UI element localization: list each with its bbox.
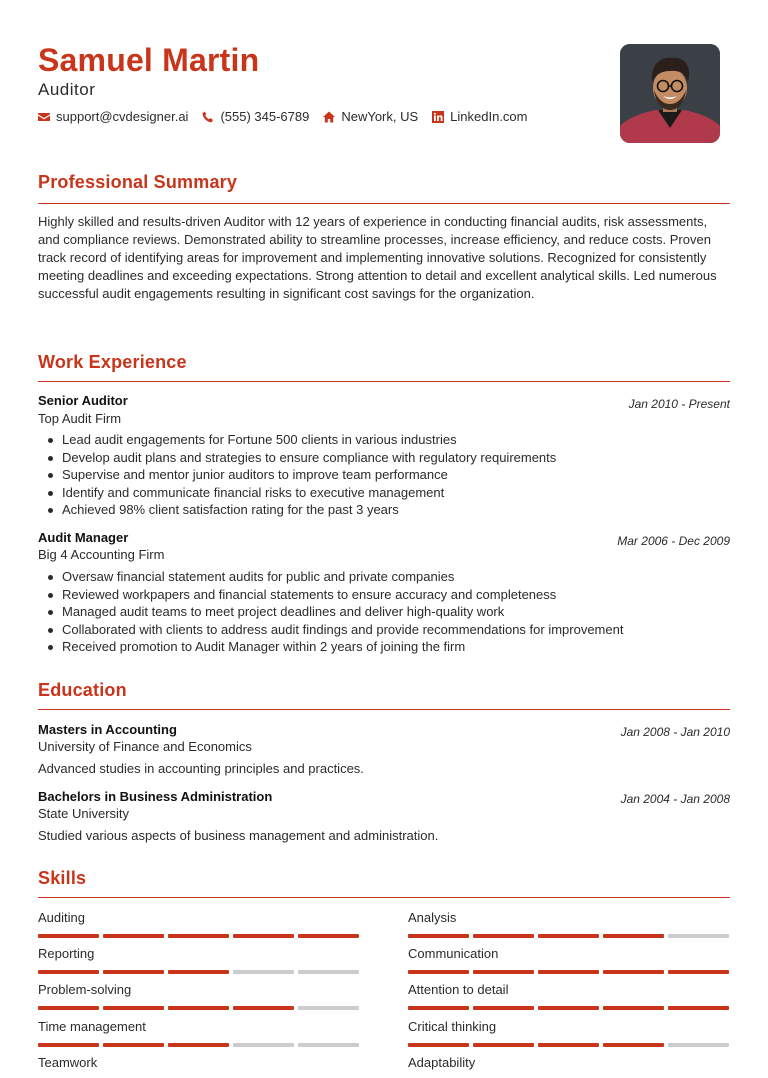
skill-name: Problem-solving (38, 982, 132, 997)
skill-level-bar (38, 970, 359, 974)
skill-level-segment (538, 934, 599, 938)
job-company: Top Audit Firm (38, 411, 122, 426)
degree-date: Jan 2004 - Jan 2008 (620, 792, 730, 806)
skill-name: Adaptability (408, 1055, 476, 1070)
linkedin-icon (432, 111, 444, 123)
skill-item (408, 982, 729, 1010)
summary-divider (38, 203, 730, 204)
contact-phone-text: (555) 345-6789 (220, 109, 310, 124)
skill-item (408, 1019, 729, 1047)
skill-level-segment (103, 934, 164, 938)
job-date: Mar 2006 - Dec 2009 (617, 534, 730, 548)
skill-level-segment (298, 934, 359, 938)
skill-level-segment (408, 934, 469, 938)
degree-title: Masters in Accounting (38, 722, 177, 737)
job-company: Big 4 Accounting Firm (38, 547, 165, 562)
skill-level-segment (408, 1043, 469, 1047)
skill-level-segment (408, 970, 469, 974)
job-title: Audit Manager (38, 530, 129, 545)
job-bullet: Received promotion to Audit Manager within 2 years of joining the firm (38, 638, 623, 656)
skill-level-segment (38, 934, 99, 938)
summary-text: Highly skilled and results-driven Auditor with 12 years of experience in conducting financial audits, risk assessments, and compliance reviews. Demonstrated ability to streamline processes, increase efficiency, and reduce costs. Proven track record of identifying areas for improvement and implementing innovative solutions. Recognized for consistently meeting deadlines and exceeding expectations. Strong attention to detail and excellent analytical skills. Led numerous successful audit engagements resulting in significant cost savings for the organization. (38, 214, 717, 301)
skill-level-bar (38, 1043, 359, 1047)
skill-item (38, 1055, 359, 1078)
contact-linkedin-text: LinkedIn.com (450, 109, 528, 124)
degree-description: Advanced studies in accounting principles and practices. (38, 761, 364, 776)
skill-level-segment (668, 934, 729, 938)
job-bullet: Collaborated with clients to address audit findings and provide recommendations for improvement (38, 621, 623, 639)
job-bullet: Reviewed workpapers and financial statements to ensure accuracy and completeness (38, 586, 623, 604)
skill-level-segment (38, 970, 99, 974)
skill-level-segment (668, 1006, 729, 1010)
job-bullets (38, 568, 623, 656)
skill-level-bar (408, 1043, 729, 1047)
job-bullet: Managed audit teams to meet project deadlines and deliver high-quality work (38, 603, 623, 621)
job-bullet: Oversaw financial statement audits for public and private companies (38, 568, 623, 586)
degree-title: Bachelors in Business Administration (38, 789, 273, 804)
skill-level-segment (473, 970, 534, 974)
skills-divider (38, 897, 730, 898)
contact-linkedin[interactable] (432, 109, 527, 124)
profile-photo (620, 44, 720, 143)
resume-page (38, 0, 730, 1078)
skill-level-segment (38, 1043, 99, 1047)
education-divider (38, 709, 730, 710)
skill-level-segment (473, 1043, 534, 1047)
degree-date: Jan 2008 - Jan 2010 (620, 725, 730, 739)
degree-description: Studied various aspects of business management and administration. (38, 828, 439, 843)
job-bullet: Develop audit plans and strategies to ensure compliance with regulatory requirements (38, 449, 556, 467)
skill-name: Analysis (408, 910, 457, 925)
candidate-role: Auditor (38, 80, 96, 99)
phone-icon (202, 111, 214, 123)
contact-location-text: NewYork, US (341, 109, 419, 124)
degree-school: University of Finance and Economics (38, 739, 252, 754)
job-date: Jan 2010 - Present (628, 397, 730, 411)
skill-level-segment (603, 934, 664, 938)
skill-level-segment (298, 1006, 359, 1010)
skill-level-segment (103, 970, 164, 974)
skills-heading: Skills (38, 868, 87, 888)
experience-heading: Work Experience (38, 352, 187, 372)
skill-level-segment (233, 1006, 294, 1010)
job-bullet: Achieved 98% client satisfaction rating for the past 3 years (38, 501, 556, 519)
skill-level-segment (298, 970, 359, 974)
skill-item (38, 1019, 359, 1047)
skill-level-segment (298, 1043, 359, 1047)
skill-level-segment (168, 1006, 229, 1010)
skill-level-segment (603, 1006, 664, 1010)
skill-level-bar (38, 934, 359, 938)
home-icon (323, 111, 335, 123)
skill-item (38, 982, 359, 1010)
skill-level-segment (603, 970, 664, 974)
job-bullet: Supervise and mentor junior auditors to improve team performance (38, 466, 556, 484)
education-heading: Education (38, 680, 127, 700)
skill-level-segment (668, 1043, 729, 1047)
skill-name: Teamwork (38, 1055, 98, 1070)
degree-school: State University (38, 806, 130, 821)
skill-level-segment (668, 970, 729, 974)
skill-level-segment (103, 1043, 164, 1047)
skill-name: Auditing (38, 910, 85, 925)
skill-level-segment (538, 1043, 599, 1047)
skill-item (408, 910, 729, 938)
skill-level-segment (603, 1043, 664, 1047)
skill-level-bar (408, 1006, 729, 1010)
skill-level-segment (103, 1006, 164, 1010)
skill-level-segment (473, 1006, 534, 1010)
skill-name: Communication (408, 946, 499, 961)
skill-name: Attention to detail (408, 982, 509, 997)
skill-level-segment (38, 1006, 99, 1010)
skill-level-segment (233, 970, 294, 974)
skill-name: Critical thinking (408, 1019, 497, 1034)
skill-level-segment (168, 970, 229, 974)
skill-name: Time management (38, 1019, 146, 1034)
job-bullets (38, 431, 556, 519)
skill-level-segment (168, 1043, 229, 1047)
skill-level-segment (233, 934, 294, 938)
skill-name: Reporting (38, 946, 95, 961)
skill-level-bar (408, 970, 729, 974)
job-title: Senior Auditor (38, 393, 128, 408)
skill-item (38, 910, 359, 938)
candidate-name: Samuel Martin (38, 42, 260, 78)
envelope-icon (38, 111, 50, 123)
summary-heading: Professional Summary (38, 172, 238, 192)
skill-item (38, 946, 359, 974)
skill-level-bar (38, 1006, 359, 1010)
contact-row (38, 109, 528, 124)
skill-item (408, 1055, 729, 1078)
skill-level-segment (233, 1043, 294, 1047)
skill-level-bar (408, 934, 729, 938)
skill-level-segment (538, 970, 599, 974)
job-bullet: Identify and communicate financial risks to executive management (38, 484, 556, 502)
skill-item (408, 946, 729, 974)
skill-level-segment (538, 1006, 599, 1010)
contact-email-text: support@cvdesigner.ai (56, 109, 189, 124)
contact-email[interactable] (38, 109, 188, 124)
skill-level-segment (473, 934, 534, 938)
skill-level-segment (408, 1006, 469, 1010)
experience-divider (38, 381, 730, 382)
skill-level-segment (168, 934, 229, 938)
job-bullet: Lead audit engagements for Fortune 500 clients in various industries (38, 431, 556, 449)
contact-location (323, 109, 418, 124)
contact-phone[interactable] (202, 109, 309, 124)
